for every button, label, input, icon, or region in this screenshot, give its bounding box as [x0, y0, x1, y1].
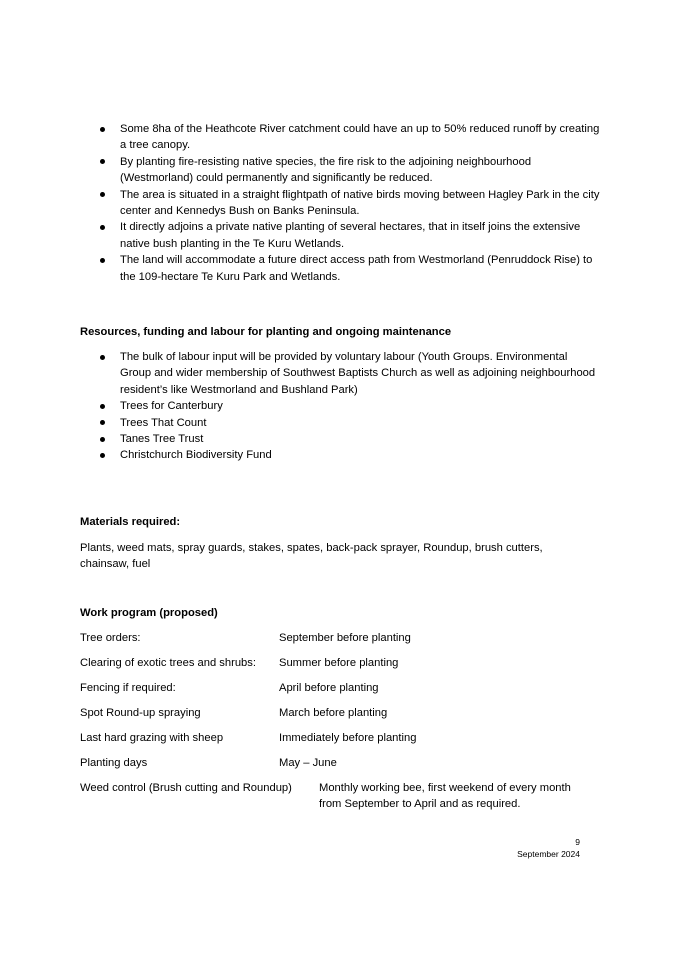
list-item: The land will accommodate a future direct access path from Westmorland (Penruddock Rise) to the 109-hectare Te Kuru Park and Wetlands.: [80, 252, 600, 285]
bullet-icon: [100, 127, 105, 132]
list-item: Tanes Tree Trust: [80, 431, 600, 447]
row-label: Clearing of exotic trees and shrubs:: [80, 657, 256, 669]
bullet-icon: [100, 404, 105, 409]
row-label: Spot Round-up spraying: [80, 707, 201, 719]
bullet-icon: [100, 453, 105, 458]
list-item: Some 8ha of the Heathcote River catchment could have an up to 50% reduced runoff by creating a tree canopy.: [80, 121, 600, 154]
bullet-icon: [100, 192, 105, 197]
materials-text: Plants, weed mats, spray guards, stakes, spates, back-pack sprayer, Roundup, brush cutters, chainsaw, fuel: [80, 542, 543, 571]
bullet-icon: [100, 258, 105, 263]
list-item: It directly adjoins a private native planting of several hectares, that in itself joins the extensive native bush planting in the Te Kuru Wetlands.: [80, 219, 600, 252]
resources-heading: Resources, funding and labour for planting and ongoing maintenance: [80, 326, 452, 338]
footer-date: September 2024: [517, 848, 580, 859]
list-item: The bulk of labour input will be provided by voluntary labour (Youth Groups. Environmental Group and wider membership of Southwest Baptists Church as well as adjoining neighbourhood resident’s like Westmorland and Bushland Park): [80, 349, 600, 398]
list-item: Trees That Count: [80, 415, 600, 431]
page-footer: [517, 837, 580, 860]
bullet-icon: [100, 420, 105, 425]
row-value: Immediately before planting: [279, 732, 417, 744]
work-program-heading: Work program (proposed): [80, 607, 218, 619]
bullet-icon: [100, 437, 105, 442]
row-label: Fencing if required:: [80, 682, 176, 694]
page-number: 9: [575, 837, 580, 847]
bullet-icon: [100, 225, 105, 230]
bullet-icon: [100, 355, 105, 360]
row-label: Weed control (Brush cutting and Roundup): [80, 782, 292, 794]
row-label: Tree orders:: [80, 632, 141, 644]
row-value: Summer before planting: [279, 657, 399, 669]
list-item: The area is situated in a straight flightpath of native birds moving between Hagley Park in the city center and Kennedys Bush on Banks Peninsula.: [80, 187, 600, 220]
benefits-list: [80, 121, 600, 285]
row-value: March before planting: [279, 707, 388, 719]
row-value: April before planting: [279, 682, 379, 694]
materials-heading: Materials required:: [80, 516, 181, 528]
list-item: Christchurch Biodiversity Fund: [80, 447, 600, 463]
row-label: Planting days: [80, 757, 148, 769]
list-item: Trees for Canterbury: [80, 398, 600, 414]
resources-list: [80, 349, 600, 464]
row-label: Last hard grazing with sheep: [80, 732, 224, 744]
row-value: September before planting: [279, 632, 411, 644]
row-value: Monthly working bee, first weekend of every month from September to April and as required.: [319, 782, 571, 811]
row-value: May – June: [279, 757, 337, 769]
bullet-icon: [100, 159, 105, 164]
list-item: By planting fire-resisting native species, the fire risk to the adjoining neighbourhood (Westmorland) could permanently and significantly be reduced.: [80, 154, 600, 187]
